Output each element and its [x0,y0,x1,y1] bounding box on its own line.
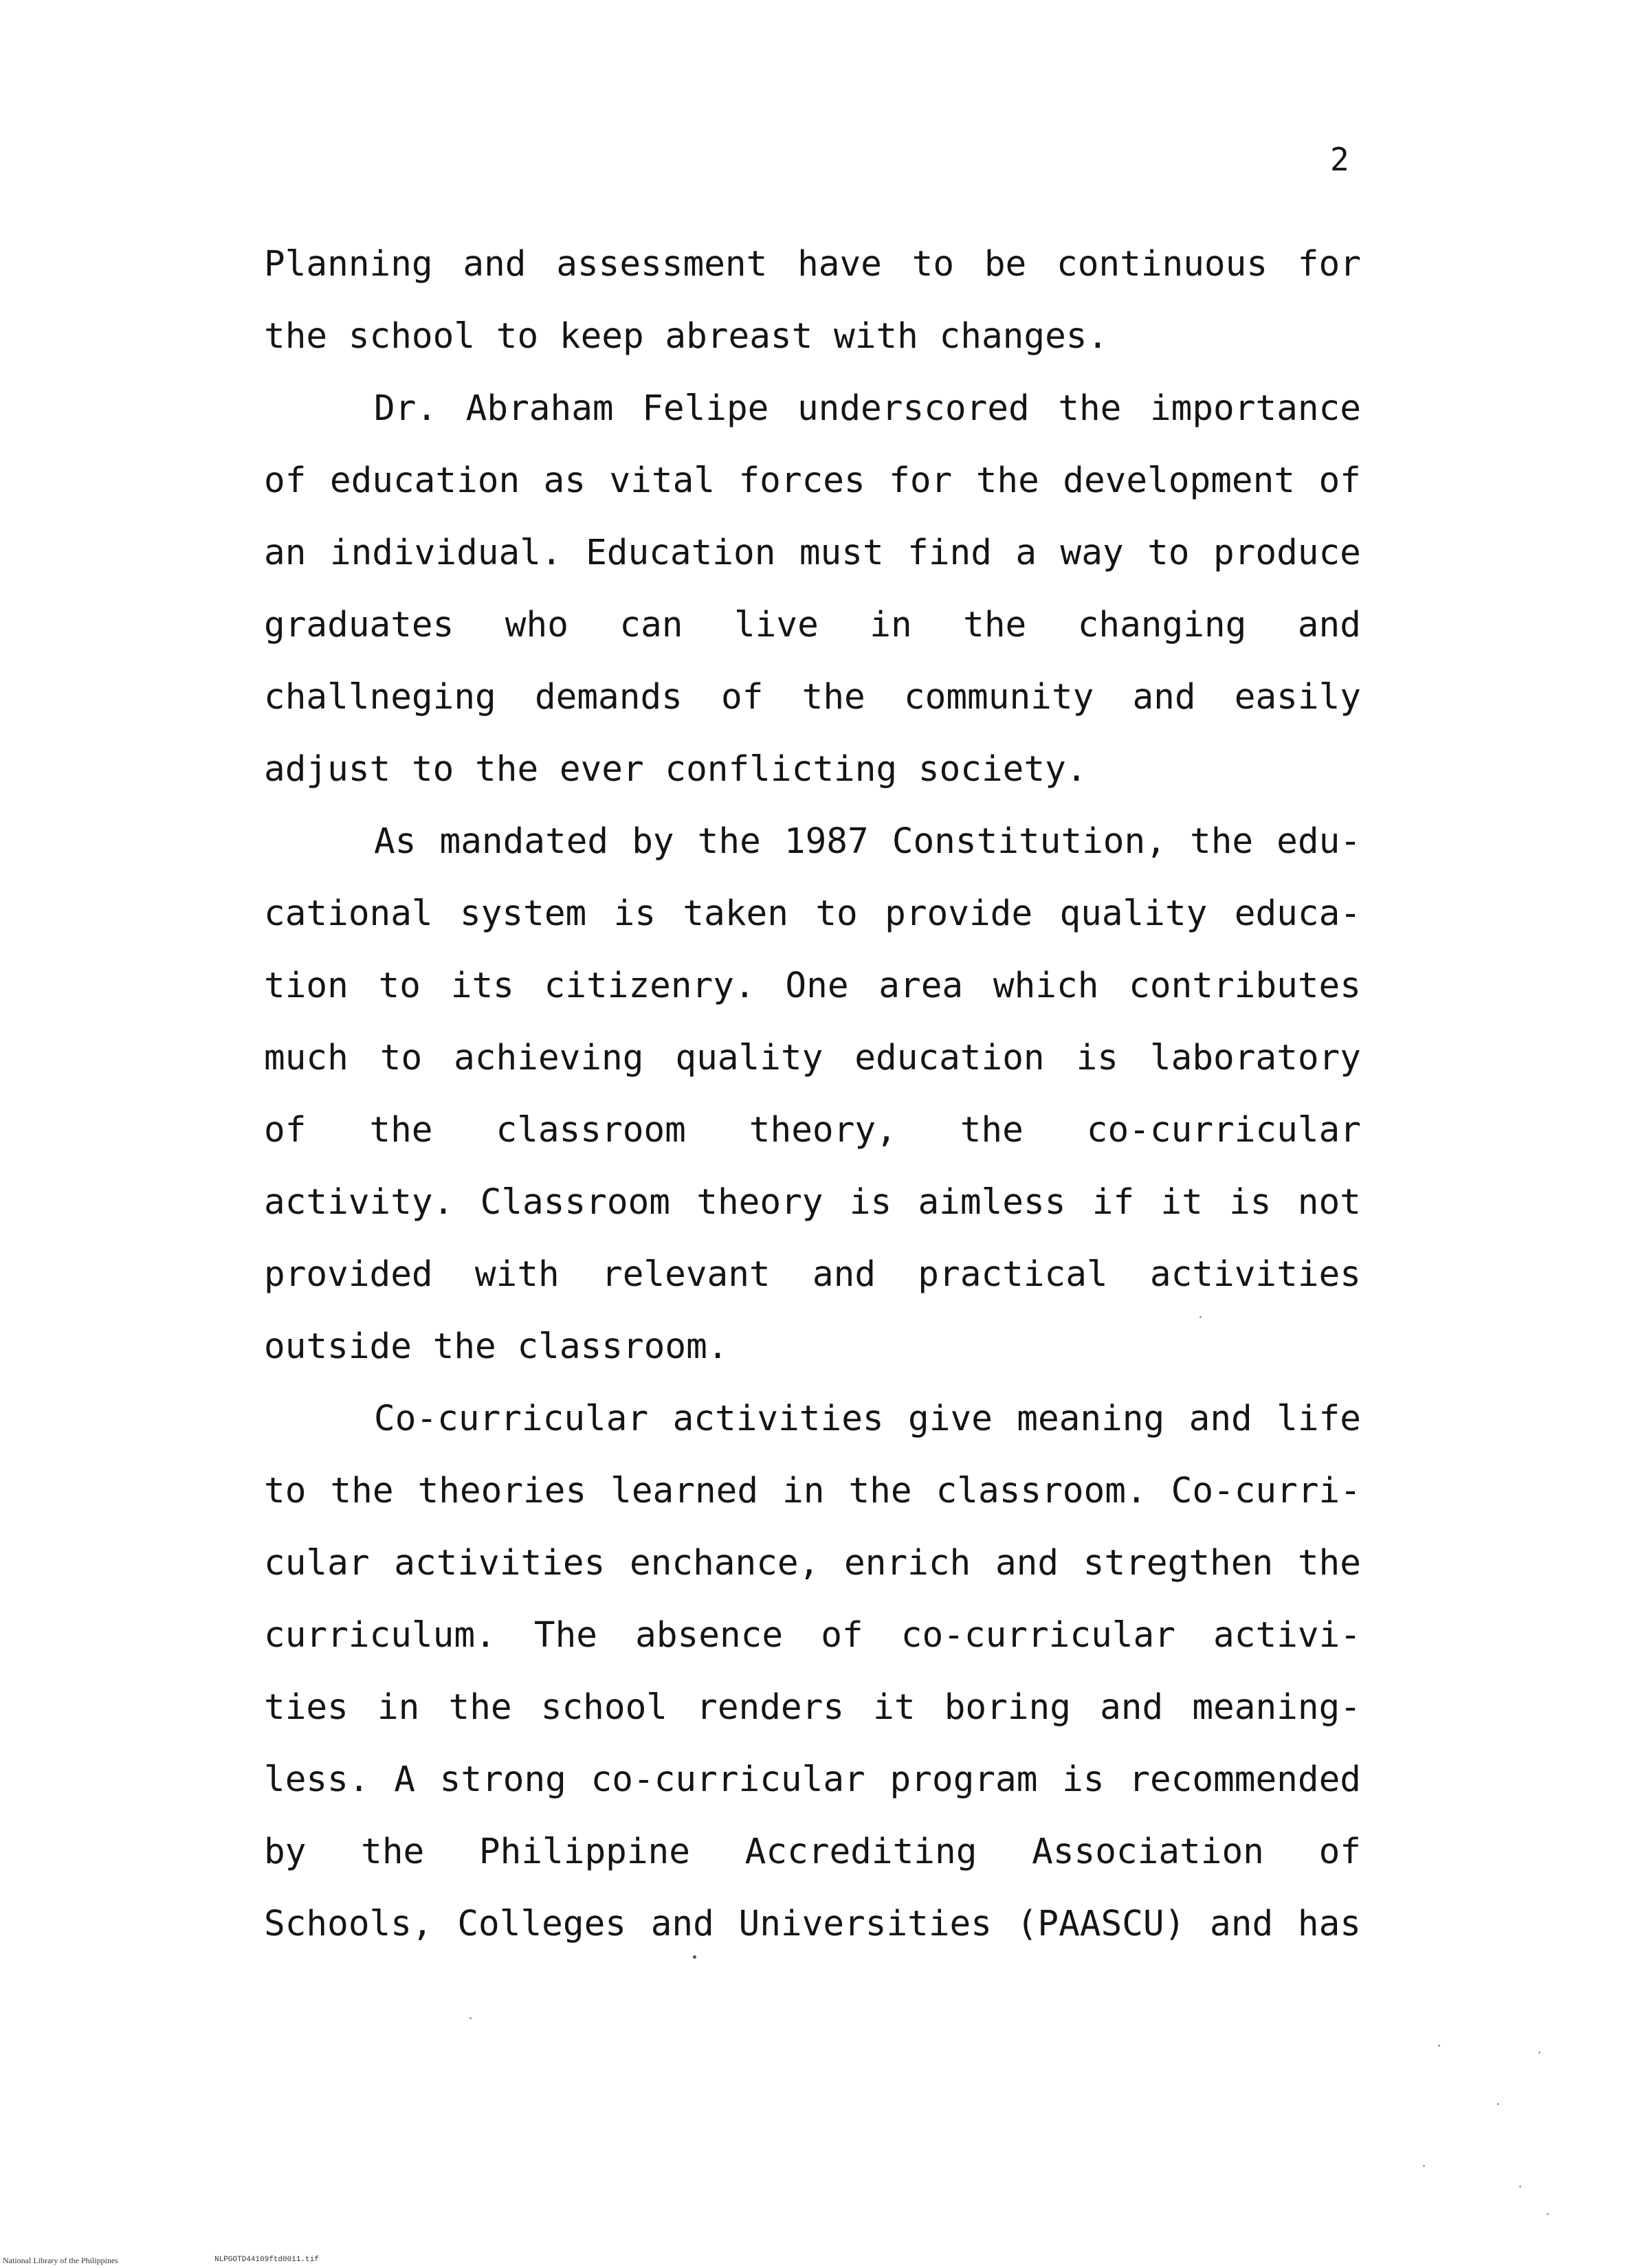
text-line: Schools, Colleges and Universities (PAASCU) and has [264,1904,1361,1944]
scan-speck [1438,2045,1440,2047]
scan-speck [1200,1316,1202,1318]
text-line: an individual. Education must find a way to produce [264,533,1361,573]
text-line: challneging demands of the community and easily [264,677,1361,718]
scan-speck [1497,2103,1499,2105]
text-line: cular activities enchance, enrich and stregthen the [264,1543,1361,1583]
text-line: adjust to the ever conflicting society. [264,749,1087,790]
scan-speck [1538,2052,1540,2054]
text-line: much to achieving quality education is laboratory [264,1038,1361,1078]
text-line: provided with relevant and practical activities [264,1254,1361,1295]
text-line: As mandated by the 1987 Constitution, the edu- [374,821,1361,862]
footer-filename: NLPGOTD44109ftd0011.tif [214,2256,319,2264]
body-text [264,237,1361,1969]
text-line: to the theories learned in the classroom. Co-curri- [264,1471,1361,1511]
scan-speck [1423,2165,1425,2167]
text-line: curriculum. The absence of co-curricular activi- [264,1615,1361,1656]
footer-library-credit: National Library of the Philippines [3,2256,118,2265]
text-line: Planning and assessment have to be continuous for [264,244,1361,285]
scan-speck [1547,2213,1549,2215]
text-line: by the Philippine Accrediting Association of [264,1832,1361,1872]
text-line: Co-curricular activities give meaning and life [374,1399,1361,1439]
text-line: ties in the school renders it boring and meaning- [264,1687,1361,1728]
scan-speck [1519,2186,1521,2188]
scan-speck [693,1955,696,1959]
text-line: graduates who can live in the changing and [264,605,1361,645]
text-line: of the classroom theory, the co-curricular [264,1110,1361,1150]
text-line: outside the classroom. [264,1326,729,1367]
text-line: the school to keep abreast with changes. [264,316,1109,357]
text-line: tion to its citizenry. One area which contributes [264,966,1361,1006]
text-line: Dr. Abraham Felipe underscored the importance [374,388,1361,429]
text-line: cational system is taken to provide quality educa- [264,893,1361,934]
text-line: less. A strong co-curricular program is recommended [264,1759,1361,1800]
text-line: of education as vital forces for the development of [264,460,1361,501]
scan-speck [469,2017,472,2019]
text-line: activity. Classroom theory is aimless if it is not [264,1182,1361,1223]
page-number: 2 [1330,141,1349,178]
